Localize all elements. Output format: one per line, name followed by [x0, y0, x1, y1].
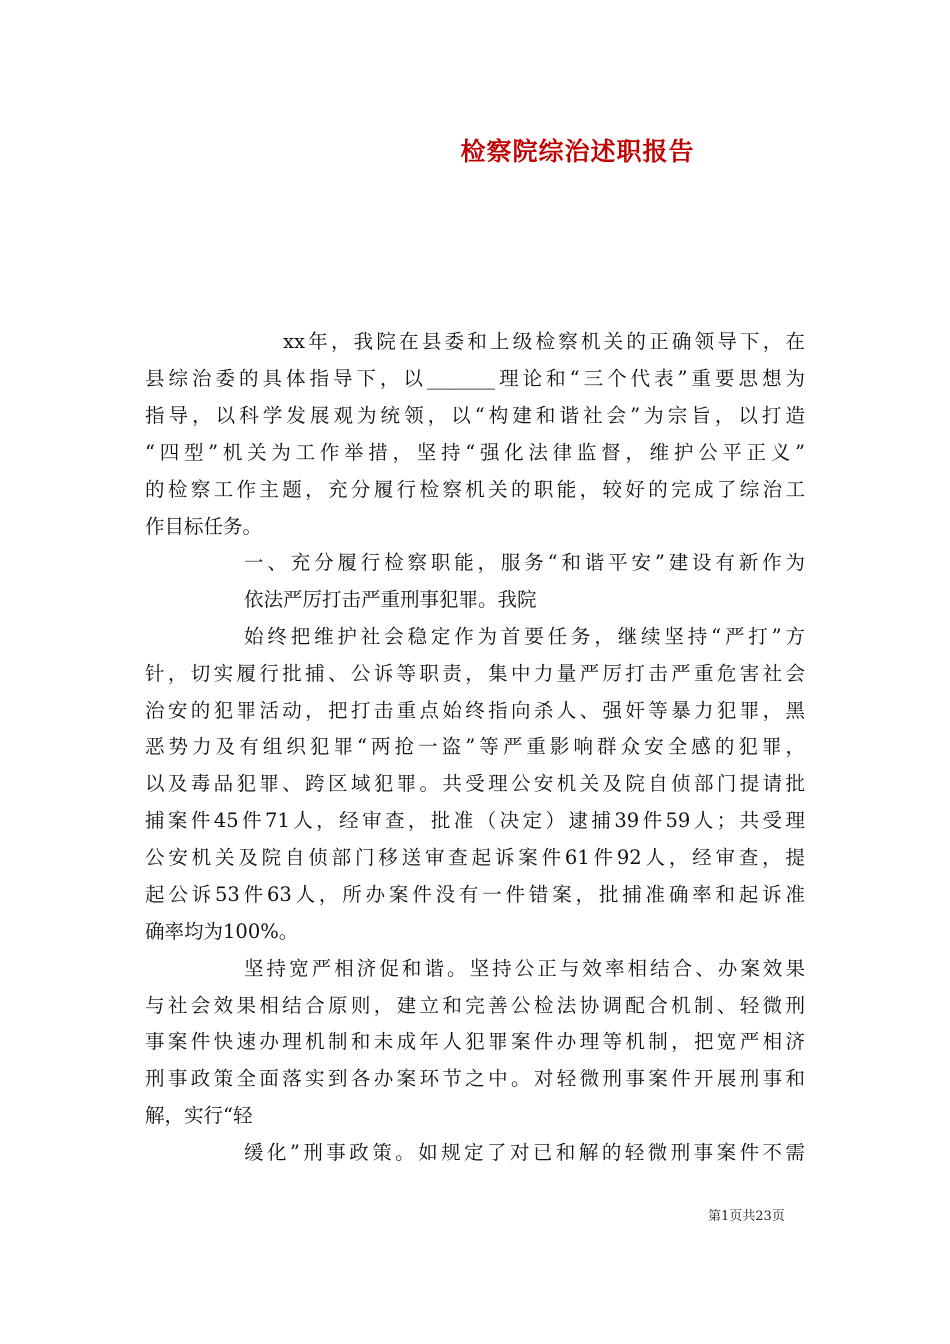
paragraph-line: 公安机关及院自侦部门移送审查起诉案件61件92人，经审查，提: [145, 846, 805, 869]
paragraph-line: 依法严厉打击严重刑事犯罪。我院: [244, 588, 537, 611]
document-title: 检察院综治述职报告: [460, 137, 695, 166]
paragraph-line: 治安的犯罪活动，把打击重点始终指向杀人、强奸等暴力犯罪，黑: [145, 699, 805, 722]
paragraph-line: 缓化”刑事政策。如规定了对已和解的轻微刑事案件不需: [244, 1141, 805, 1164]
paragraph-line: 以及毒品犯罪、跨区域犯罪。共受理公安机关及院自侦部门提请批: [145, 772, 805, 795]
paragraph-line: 事案件快速办理机制和未成年人犯罪案件办理等机制，把宽严相济: [145, 1030, 805, 1053]
paragraph-line: 针，切实履行批捕、公诉等职责，集中力量严厉打击严重危害社会: [145, 662, 805, 685]
paragraph-line: xx年，我院在县委和上级检察机关的正确领导下，在: [283, 330, 805, 353]
paragraph-line: 解，实行“轻: [145, 1104, 253, 1127]
paragraph-line: 的检察工作主题，充分履行检察机关的职能，较好的完成了综治工: [145, 478, 805, 501]
paragraph-line: 与社会效果相结合原则，建立和完善公检法协调配合机制、轻微刑: [145, 994, 805, 1017]
paragraph-line: 指导，以科学发展观为统领，以“构建和谐社会”为宗旨，以打造: [145, 404, 805, 427]
page-number-footer: 第1页共23页: [708, 1209, 785, 1224]
section-heading: 一、充分履行检察职能，服务“和谐平安”建设有新作为: [244, 551, 805, 574]
paragraph-line: 坚持宽严相济促和谐。坚持公正与效率相结合、办案效果: [244, 957, 805, 980]
paragraph-line: 捕案件45件71人，经审查，批准（决定）逮捕39件59人；共受理: [145, 809, 805, 832]
paragraph-line: 恶势力及有组织犯罪“两抢一盗”等严重影响群众安全感的犯罪，: [145, 735, 805, 758]
paragraph-line: 始终把维护社会稳定作为首要任务，继续坚持“严打”方: [244, 625, 805, 648]
paragraph-line: “四型”机关为工作举措，坚持“强化法律监督，维护公平正义”: [145, 441, 805, 464]
paragraph-line: 作目标任务。: [145, 515, 263, 538]
paragraph-line: 起公诉53件63人，所办案件没有一件错案，批捕准确率和起诉准: [145, 883, 805, 906]
paragraph-line: 刑事政策全面落实到各办案环节之中。对轻微刑事案件开展刑事和: [145, 1067, 805, 1090]
paragraph-line: 县综治委的具体指导下，以_______理论和“三个代表”重要思想为: [145, 367, 805, 390]
paragraph-line: 确率均为100%。: [145, 920, 299, 943]
